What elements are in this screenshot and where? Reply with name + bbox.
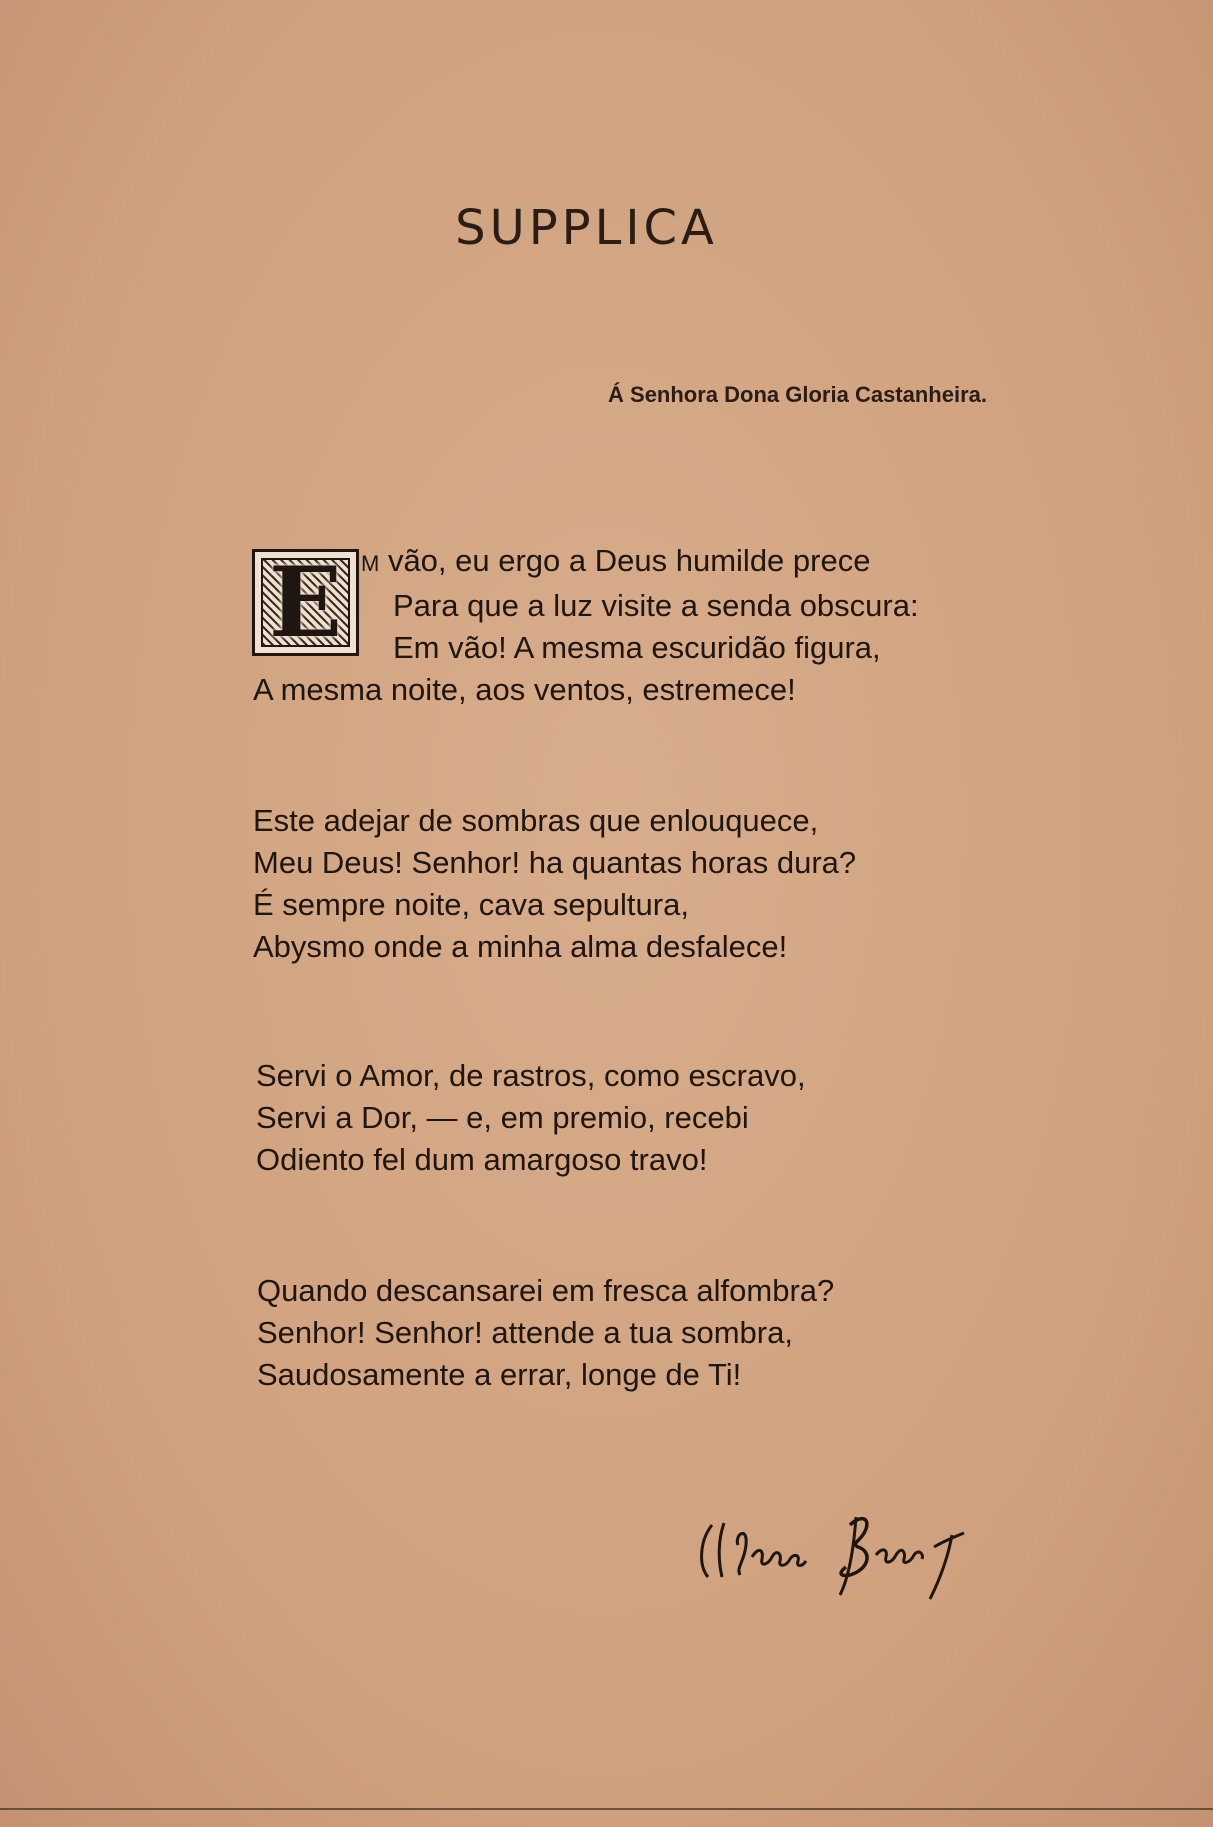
- verse-line: Em vão! A mesma escuridão figura,: [393, 630, 881, 665]
- first-word-caps: M: [361, 551, 380, 576]
- verse-line: Abysmo onde a minha alma desfalece!: [253, 929, 788, 964]
- stanza-1: [253, 540, 919, 711]
- stanza-3: [256, 1055, 806, 1181]
- poem-title: SUPPLICA: [455, 200, 718, 256]
- verse-line: Servi o Amor, de rastros, como escravo,: [256, 1058, 806, 1093]
- verse-line: A mesma noite, aos ventos, estremece!: [253, 672, 796, 707]
- verse-line: Este adejar de sombras que enlouquece,: [253, 803, 819, 838]
- stanza-4: [257, 1270, 834, 1396]
- verse-line: Para que a luz visite a senda obscura:: [393, 588, 919, 623]
- verse-line: [253, 540, 919, 585]
- handwritten-signature: [690, 1495, 1030, 1605]
- verse-line: Quando descansarei em fresca alfombra?: [257, 1273, 835, 1308]
- verse-line: Odiento fel dum amargoso travo!: [256, 1142, 708, 1177]
- bottom-rule: [0, 1808, 1213, 1810]
- first-line-rest: vão, eu ergo a Deus humilde prece: [379, 543, 871, 578]
- initial-letter: E: [268, 546, 343, 659]
- stanza-2: [253, 800, 856, 968]
- dedication: Á Senhora Dona Gloria Castanheira.: [608, 382, 987, 407]
- verse-line: É sempre noite, cava sepultura,: [253, 887, 689, 922]
- verse-line: Senhor! Senhor! attende a tua sombra,: [257, 1315, 793, 1350]
- verse-line: Saudosamente a errar, longe de Ti!: [257, 1357, 742, 1392]
- verse-line: Servi a Dor, — e, em premio, recebi: [256, 1100, 749, 1135]
- verse-line: Meu Deus! Senhor! ha quantas horas dura?: [253, 845, 857, 880]
